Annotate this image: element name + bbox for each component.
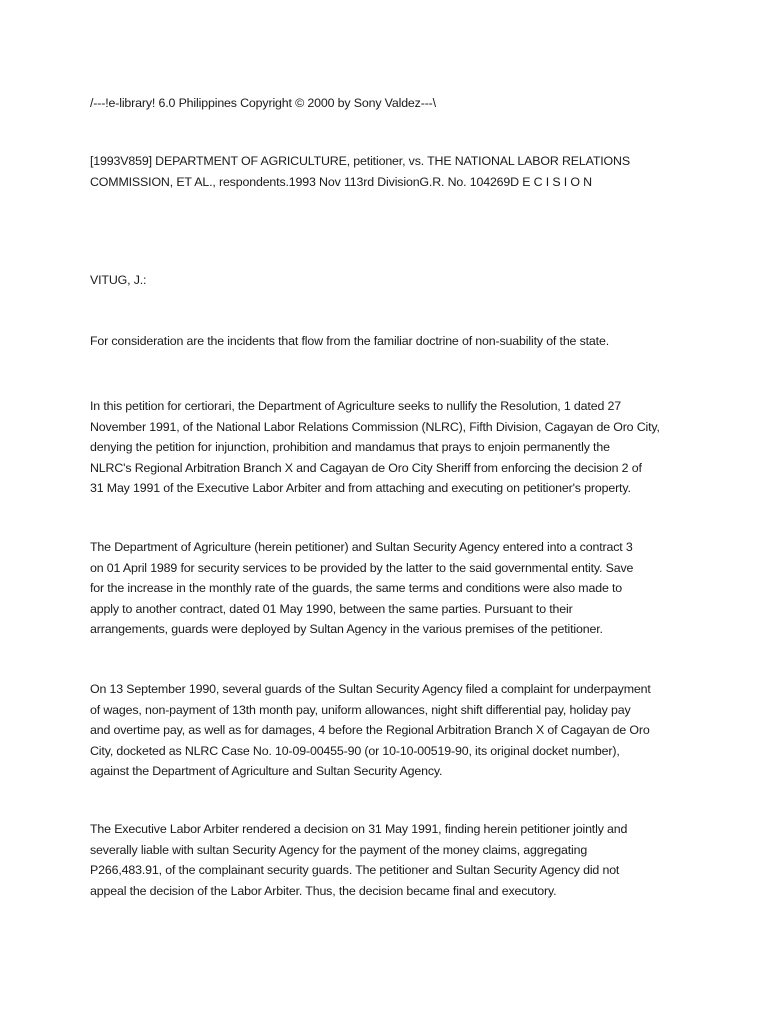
paragraph-line: denying the petition for injunction, prohibition and mandamus that prays to enjoin permanently the	[90, 440, 610, 454]
paragraph-line: NLRC's Regional Arbitration Branch X and Cagayan de Oro City Sheriff from enforcing the decision 2 of	[90, 460, 642, 475]
paragraph-line: severally liable with sultan Security Agency for the payment of the money claims, aggregating	[90, 842, 588, 857]
paragraph-line: for the increase in the monthly rate of the guards, the same terms and conditions were also made to	[90, 581, 623, 595]
paragraph-line: 31 May 1991 of the Executive Labor Arbiter and from attaching and executing on petitioner's property.	[90, 481, 631, 495]
paragraph-petition	[90, 396, 690, 499]
header-line: /---!e-library! 6.0 Philippines Copyright © 2000 by Sony Valdez---\	[90, 96, 436, 110]
title-line: COMMISSION, ET AL., respondents.1993 Nov 113rd DivisionG.R. No. 104269D E C I S I O N	[90, 174, 592, 189]
paragraph-line: City, docketed as NLRC Case No. 10-09-00455-90 (or 10-10-00519-90, its original docket number),	[90, 743, 620, 758]
paragraph-line: arrangements, guards were deployed by Sultan Agency in the various premises of the petitioner.	[90, 622, 603, 636]
case-title	[90, 151, 690, 192]
intro-paragraph	[90, 331, 690, 352]
paragraph-line: The Executive Labor Arbiter rendered a decision on 31 May 1991, finding herein petitioner jointly and	[90, 822, 628, 836]
paragraph-line: In this petition for certiorari, the Department of Agriculture seeks to nullify the Resolution, 1 dated 27	[90, 399, 621, 413]
ponente	[90, 270, 690, 291]
paragraph-line: on 01 April 1989 for security services to be provided by the latter to the said governmental entity. Save	[90, 560, 634, 575]
paragraph-line: apply to another contract, dated 01 May 1990, between the same parties. Pursuant to their	[90, 601, 573, 616]
paragraph-line: and overtime pay, as well as for damages, 4 before the Regional Arbitration Branch X of Cagayan de Oro	[90, 723, 650, 737]
paragraph-complaint	[90, 679, 690, 782]
paragraph-line: appeal the decision of the Labor Arbiter. Thus, the decision became final and executory.	[90, 883, 557, 898]
paragraph-line: On 13 September 1990, several guards of the Sultan Security Agency filed a complaint for underpayment	[90, 682, 651, 696]
intro-line: For consideration are the incidents that flow from the familiar doctrine of non-suability of the state.	[90, 334, 609, 348]
paragraph-line: P266,483.91, of the complainant security guards. The petitioner and Sultan Security Agency did not	[90, 863, 620, 877]
paragraph-line: November 1991, of the National Labor Relations Commission (NLRC), Fifth Division, Cagayan de Oro City,	[90, 419, 660, 434]
paragraph-line: The Department of Agriculture (herein petitioner) and Sultan Security Agency entered into a contract 3	[90, 540, 633, 554]
author-line: VITUG, J.:	[90, 273, 147, 287]
title-line: [1993V859] DEPARTMENT OF AGRICULTURE, petitioner, vs. THE NATIONAL LABOR RELATIONS	[90, 154, 630, 168]
paragraph-line: against the Department of Agriculture and Sultan Security Agency.	[90, 764, 443, 778]
paragraph-contract	[90, 537, 690, 640]
paragraph-line: of wages, non-payment of 13th month pay, uniform allowances, night shift differential pay, holiday pay	[90, 702, 631, 717]
document-page	[90, 0, 690, 1024]
library-header	[90, 93, 690, 114]
paragraph-decision	[90, 819, 690, 901]
